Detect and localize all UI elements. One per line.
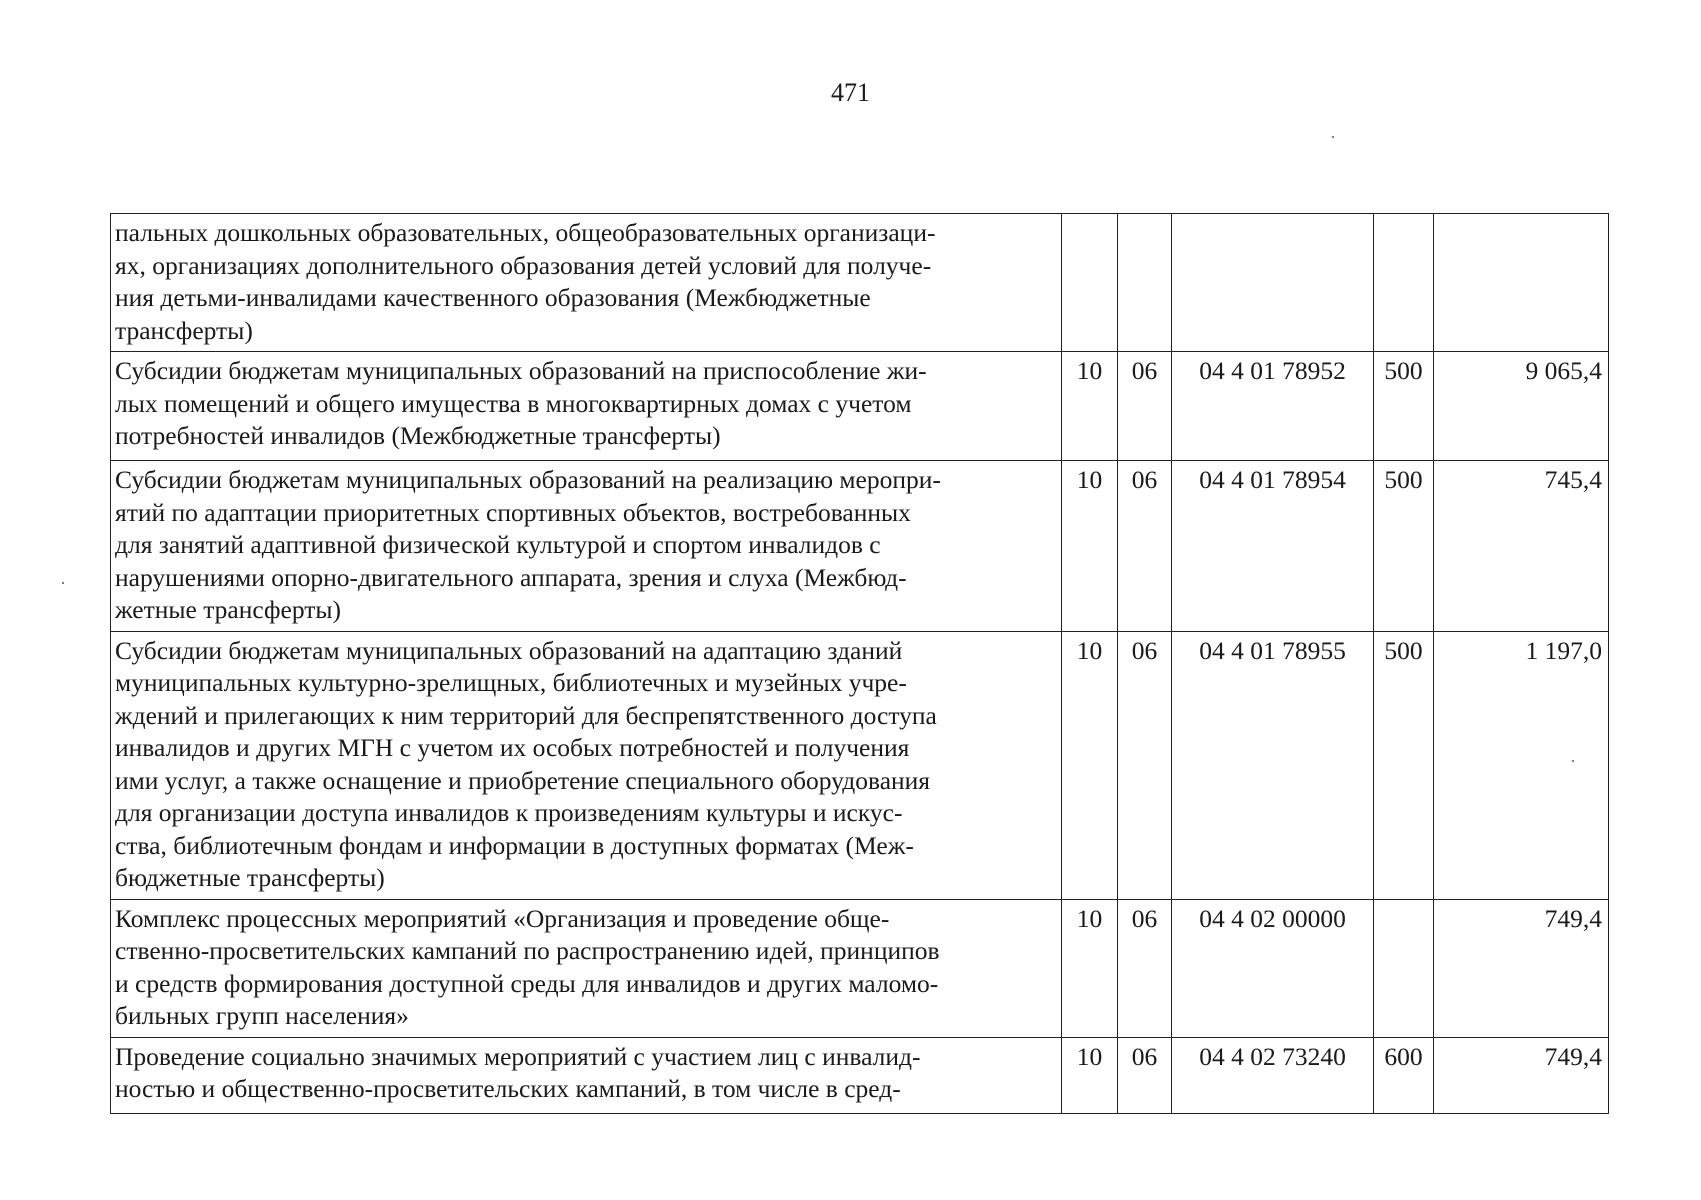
table-row [111,899,1609,1037]
target-article-code: 04 4 02 73240 [1172,1037,1374,1113]
amount: 745,4 [1434,461,1609,632]
amount: 9 065,4 [1434,352,1609,461]
section-code: 10 [1062,899,1118,1037]
subsection-code [1118,214,1172,352]
subsection-code: 06 [1118,461,1172,632]
expense-type-code: 500 [1374,461,1434,632]
subsection-code: 06 [1118,1037,1172,1113]
subsection-code: 06 [1118,352,1172,461]
amount: 749,4 [1434,899,1609,1037]
table-row [111,631,1609,899]
section-code: 10 [1062,1037,1118,1113]
expense-type-code [1374,214,1434,352]
subsection-code: 06 [1118,899,1172,1037]
expense-type-code: 500 [1374,631,1434,899]
section-code [1062,214,1118,352]
row-description: Субсидии бюджетам муниципальных образований на адаптацию зданий муниципальных культурно-зрелищных, библиотечных и музейных учре- ждений и прилегающих к ним территорий для беспрепятственного доступа инвалидов и других МГН с учетом их особых потребностей и получения ими услуг, а также оснащение и приобретение специального оборудования для организации доступа инвалидов к произведениям культуры и искус- ства, библиотечным фондам и информации в доступных форматах (Меж- бюджетные трансферты) [111,631,1062,899]
row-description: Проведение социально значимых мероприятий с участием лиц с инвалид- ностью и общественно-просветительских кампаний, в том числе в сред- [111,1037,1062,1113]
expense-type-code: 600 [1374,1037,1434,1113]
target-article-code: 04 4 01 78954 [1172,461,1374,632]
amount: 749,4 [1434,1037,1609,1113]
table-row [111,461,1609,632]
row-description: Комплекс процессных мероприятий «Организация и проведение обще- ственно-просветительских кампаний по распространению идей, принципов и средств формирования доступной среды для инвалидов и других маломо- бильных групп населения» [111,899,1062,1037]
row-description: пальных дошкольных образовательных, общеобразовательных организаци- ях, организациях дополнительного образования детей условий для получе- ния детьми-инвалидами качественного образования (Межбюджетные трансферты) [111,214,1062,352]
scan-speck [62,582,64,584]
section-code: 10 [1062,352,1118,461]
target-article-code: 04 4 01 78955 [1172,631,1374,899]
table-row [111,352,1609,461]
section-code: 10 [1062,631,1118,899]
target-article-code: 04 4 02 00000 [1172,899,1374,1037]
target-article-code: 04 4 01 78952 [1172,352,1374,461]
table-row [111,1037,1609,1113]
amount: 1 197,0 [1434,631,1609,899]
expense-type-code [1374,899,1434,1037]
page-number: 471 [831,78,870,107]
section-code: 10 [1062,461,1118,632]
table-row [111,214,1609,352]
scan-speck [1332,136,1334,138]
expense-type-code: 500 [1374,352,1434,461]
budget-table [110,213,1609,1114]
scan-speck [1572,760,1574,762]
amount [1434,214,1609,352]
row-description: Субсидии бюджетам муниципальных образований на приспособление жи- лых помещений и общего имущества в многоквартирных домах с учетом потребностей инвалидов (Межбюджетные трансферты) [111,352,1062,461]
row-description: Субсидии бюджетам муниципальных образований на реализацию меропри- ятий по адаптации приоритетных спортивных объектов, востребованных для занятий адаптивной физической культурой и спортом инвалидов с нарушениями опорно-двигательного аппарата, зрения и слуха (Межбюд- жетные трансферты) [111,461,1062,632]
target-article-code [1172,214,1374,352]
subsection-code: 06 [1118,631,1172,899]
